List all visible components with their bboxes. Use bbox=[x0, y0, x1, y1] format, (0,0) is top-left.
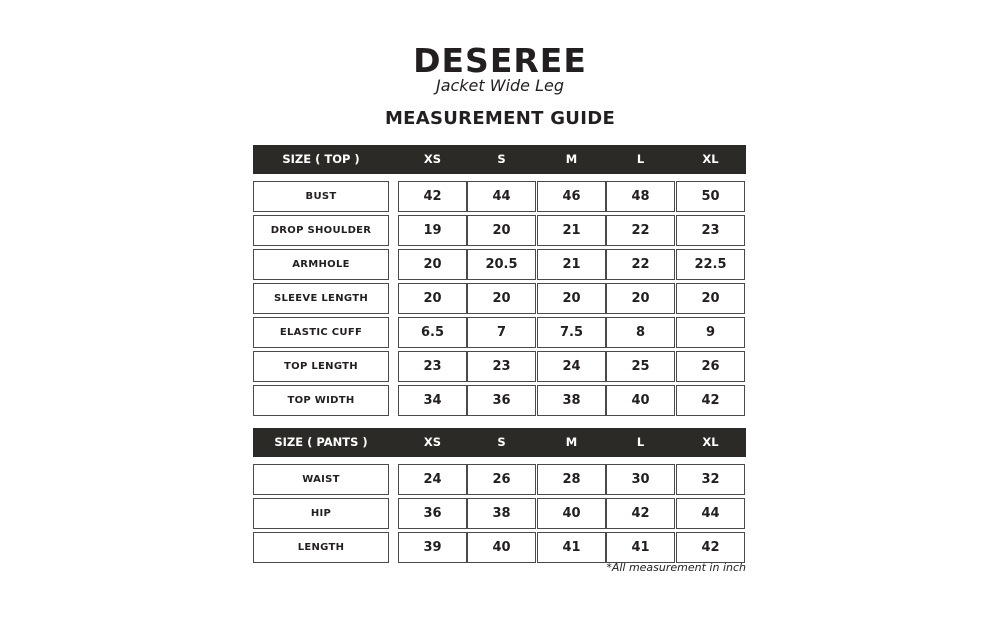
measurement-cell: 40 bbox=[467, 532, 536, 563]
pants-size-table bbox=[253, 428, 746, 563]
header-size: S bbox=[497, 152, 506, 166]
measurement-cell: 7.5 bbox=[537, 317, 606, 348]
measurement-cell: 34 bbox=[398, 385, 467, 416]
measurement-cell: 38 bbox=[467, 498, 536, 529]
row-label: LENGTH bbox=[253, 532, 389, 563]
measurement-cell: 50 bbox=[676, 181, 745, 212]
measurement-cell: 6.5 bbox=[398, 317, 467, 348]
table-row bbox=[253, 181, 746, 212]
row-label: TOP WIDTH bbox=[253, 385, 389, 416]
measurement-cell: 21 bbox=[537, 215, 606, 246]
measurement-cell: 42 bbox=[676, 532, 745, 563]
header-label: SIZE ( PANTS ) bbox=[274, 435, 368, 449]
header-size: L bbox=[636, 435, 645, 449]
table-row bbox=[253, 464, 746, 495]
measurement-cell: 7 bbox=[467, 317, 536, 348]
measurement-cell: 22 bbox=[606, 249, 675, 280]
table-row bbox=[253, 283, 746, 314]
table-row bbox=[253, 385, 746, 416]
header-size: M bbox=[565, 152, 578, 166]
measurement-cell: 26 bbox=[676, 351, 745, 382]
table-row bbox=[253, 532, 746, 563]
measurement-cell: 24 bbox=[398, 464, 467, 495]
header-size: M bbox=[565, 435, 578, 449]
header-size: XS bbox=[423, 435, 442, 449]
measurement-cell: 8 bbox=[606, 317, 675, 348]
units-footnote: *All measurement in inch bbox=[606, 561, 746, 574]
header-size: S bbox=[497, 435, 506, 449]
measurement-cell: 30 bbox=[606, 464, 675, 495]
measurement-cell: 39 bbox=[398, 532, 467, 563]
row-label: ARMHOLE bbox=[253, 249, 389, 280]
measurement-cell: 20 bbox=[398, 249, 467, 280]
row-label: SLEEVE LENGTH bbox=[253, 283, 389, 314]
measurement-cell: 42 bbox=[606, 498, 675, 529]
measurement-cell: 40 bbox=[606, 385, 675, 416]
measurement-cell: 23 bbox=[676, 215, 745, 246]
measurement-cell: 36 bbox=[467, 385, 536, 416]
row-label: DROP SHOULDER bbox=[253, 215, 389, 246]
table-row bbox=[253, 215, 746, 246]
row-label: HIP bbox=[253, 498, 389, 529]
measurement-cell: 20 bbox=[467, 283, 536, 314]
measurement-cell: 22.5 bbox=[676, 249, 745, 280]
measurement-cell: 22 bbox=[606, 215, 675, 246]
measurement-cell: 20 bbox=[467, 215, 536, 246]
measurement-cell: 9 bbox=[676, 317, 745, 348]
measurement-cell: 25 bbox=[606, 351, 675, 382]
measurement-cell: 24 bbox=[537, 351, 606, 382]
measurement-cell: 19 bbox=[398, 215, 467, 246]
measurement-cell: 41 bbox=[537, 532, 606, 563]
table-header bbox=[253, 145, 746, 174]
row-label: ELASTIC CUFF bbox=[253, 317, 389, 348]
table-row bbox=[253, 498, 746, 529]
header-size: XS bbox=[423, 152, 442, 166]
table-row bbox=[253, 351, 746, 382]
header-size: XL bbox=[702, 152, 719, 166]
measurement-cell: 23 bbox=[467, 351, 536, 382]
measurement-cell: 44 bbox=[676, 498, 745, 529]
measurement-cell: 20 bbox=[676, 283, 745, 314]
measurement-cell: 42 bbox=[676, 385, 745, 416]
measurement-cell: 20 bbox=[537, 283, 606, 314]
row-label: WAIST bbox=[253, 464, 389, 495]
measurement-cell: 46 bbox=[537, 181, 606, 212]
header-size: XL bbox=[702, 435, 719, 449]
measurement-cell: 21 bbox=[537, 249, 606, 280]
measurement-cell: 23 bbox=[398, 351, 467, 382]
row-label: BUST bbox=[253, 181, 389, 212]
measurement-cell: 41 bbox=[606, 532, 675, 563]
measurement-cell: 38 bbox=[537, 385, 606, 416]
measurement-cell: 32 bbox=[676, 464, 745, 495]
measurement-cell: 44 bbox=[467, 181, 536, 212]
measurement-cell: 26 bbox=[467, 464, 536, 495]
brand-name: DESEREE bbox=[413, 41, 587, 80]
measurement-cell: 20 bbox=[398, 283, 467, 314]
measurement-cell: 48 bbox=[606, 181, 675, 212]
guide-title: MEASUREMENT GUIDE bbox=[384, 108, 616, 129]
measurement-cell: 20.5 bbox=[467, 249, 536, 280]
product-subtitle: Jacket Wide Leg bbox=[435, 76, 565, 95]
row-label: TOP LENGTH bbox=[253, 351, 389, 382]
header-label: SIZE ( TOP ) bbox=[282, 152, 360, 166]
measurement-cell: 40 bbox=[537, 498, 606, 529]
header-size: L bbox=[636, 152, 645, 166]
table-row bbox=[253, 317, 746, 348]
table-row bbox=[253, 249, 746, 280]
measurement-cell: 42 bbox=[398, 181, 467, 212]
measurement-cell: 20 bbox=[606, 283, 675, 314]
measurement-cell: 28 bbox=[537, 464, 606, 495]
table-header bbox=[253, 428, 746, 457]
measurement-cell: 36 bbox=[398, 498, 467, 529]
top-size-table bbox=[253, 145, 746, 416]
